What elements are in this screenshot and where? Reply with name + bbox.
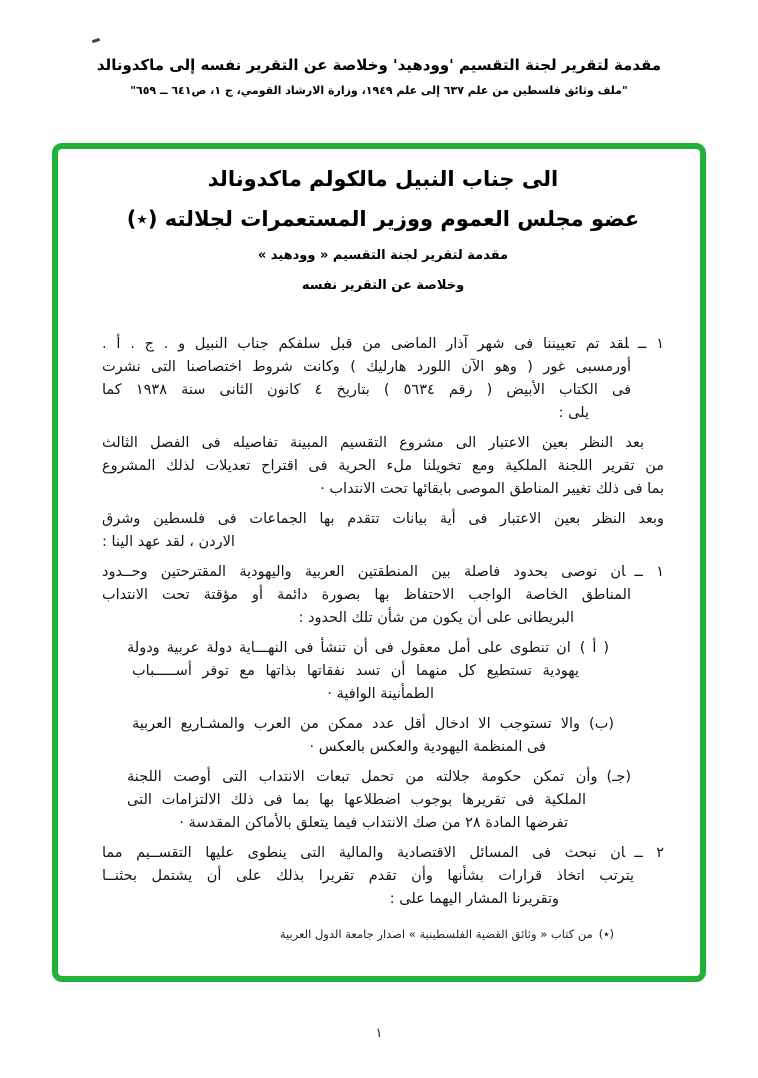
paragraph-line: الطمأنينة الوافية · — [327, 686, 434, 702]
paragraph-line — [132, 713, 614, 736]
letter-subtitle-line-2: وخلاصة عن التقرير نفسه — [301, 278, 465, 293]
paragraph-line: بما فى ذلك تغيير المناطق الموصى بابقائها تحت الانتداب · — [320, 481, 664, 497]
paragraph-line — [102, 842, 664, 865]
letter-body — [102, 333, 664, 943]
list-item-2 — [102, 842, 664, 911]
paragraph-2 — [102, 432, 664, 501]
paragraph-line: يترتب اتخاذ قرارات بشأنها وأن تقدم تقريرا بذلك على أن يشتمل بحثنــا — [102, 868, 634, 884]
page-number: ١ — [375, 1026, 383, 1041]
paragraph-line: البريطانى على أن يكون من شأن تلك الحدود : — [298, 610, 574, 626]
paragraph-line: أورمسبى غور ( وهو الآن اللورد هارليك ) وكانت شروط اختصاصنا التى نشرت — [102, 359, 631, 375]
paragraph-line — [127, 766, 631, 789]
letter-title-line-2: عضو مجلس العموم ووزير المستعمرات لجلالته (٭) — [126, 207, 640, 231]
line-text: ان نبحث فى المسائل الاقتصادية والمالية التى ينطوى عليها التقســيم مما — [102, 845, 626, 861]
line-text: وأن تمكن حكومة جلالته من تحمل تبعات الانتداب التى أوصت اللجنة — [127, 769, 598, 785]
letter-subtitle-line-1: مقدمة لتقرير لجنة التقسيم « وودهيد » — [257, 248, 509, 263]
line-text: ان نوصى بحدود فاصلة بين المنطقتين العربية واليهودية المقترحتين وحــدود — [102, 564, 626, 580]
paragraph-line: وتقريرنا المشار اليهما على : — [389, 891, 559, 907]
line-text: لقد تم تعييننا فى شهر آذار الماضى من قبل سلفكم جناب النبيل و . ج . أ . — [102, 336, 629, 352]
paragraph-line: وبعد النظر بعين الاعتبار فى أية بيانات تتقدم بها الجماعات فى فلسطين وشرق — [102, 511, 664, 527]
paragraph-1 — [102, 333, 664, 425]
list-marker: ١ ــ — [637, 336, 664, 352]
paragraph-line: بعد النظر بعين الاعتبار الى مشروع التقسيم المبينة تفاصيله فى الفصل الثالث — [102, 435, 644, 451]
green-border-frame — [52, 143, 706, 982]
line-text: والا تستوجب الا ادخال أقل عدد ممكن من العرب والمشـاريع العربية — [132, 716, 581, 732]
paragraph-line: يلى : — [558, 405, 589, 421]
paragraph-line — [127, 637, 609, 660]
scan-artifact-mark — [92, 38, 101, 43]
footnote-marker: (٭) — [598, 927, 614, 941]
footnote — [102, 925, 614, 943]
paragraph-line: الاردن ، لقد عهد الينا : — [102, 534, 235, 550]
document-header — [0, 56, 758, 97]
paragraph-line: فى الكتاب الأبيض ( رقم ٥٦٣٤ ) بتاريخ ٤ كانون الثانى سنة ١٩٣٨ كما — [102, 382, 631, 398]
list-item-b — [102, 713, 664, 759]
line-text: ان تنطوى على أمل معقول فى أن تنشأ فى النهـــاية دولة عربية ودولة — [127, 640, 571, 656]
paragraph-line: الملكية فى تقريرها بوجوب اضطلاعها بها بما فى ذلك الالتزامات التى — [127, 792, 586, 808]
paragraph-line — [102, 333, 664, 356]
header-title-line: مقدمة لتقرير لجنة التقسيم 'وودهيد' وخلاصة عن التقرير نفسه إلى ماكدونالد — [96, 56, 662, 74]
list-marker: ( أ ) — [579, 640, 609, 656]
list-item-j — [102, 766, 664, 835]
paragraph-line: فى المنظمة اليهودية والعكس بالعكس · — [309, 739, 546, 755]
paragraph-3 — [102, 508, 664, 554]
paragraph-line: تفرضها المادة ٢٨ من صك الانتداب فيما يتعلق بالأماكن المقدسة · — [179, 815, 568, 831]
letter-title-line-1: الى جناب النبيل مالكولم ماكدونالد — [207, 167, 559, 191]
list-item-1 — [102, 561, 664, 630]
list-item-a — [102, 637, 664, 706]
footnote-text: من كتاب « وثائق القضية الفلسطينية » اصدار جامعة الدول العربية — [279, 927, 593, 941]
paragraph-line: المناطق الخاصة الواجب الاحتفاظ بها بصورة دائمة أو مؤقتة تحت الانتداب — [102, 587, 631, 603]
letter-content — [58, 149, 700, 976]
paragraph-line: يهودية تستطيع كل منهما أن تسد نفقاتها بذاتها مع توفر أســـــباب — [132, 663, 579, 679]
list-marker: ٢ ــ — [634, 845, 665, 861]
list-marker: (ب) — [589, 716, 614, 732]
paragraph-line — [102, 561, 664, 584]
list-marker: ١ ــ — [634, 564, 664, 580]
letter-title-block — [102, 161, 664, 297]
list-marker: (جـ) — [606, 769, 631, 785]
header-source-line: "ملف وثائق فلسطين من علم ٦٣٧ إلى علم ١٩٤٩، وزارة الارشاد القومي، ج ١، ص٦٤١ ــ ٦٥٩" — [130, 84, 628, 97]
paragraph-line: من تقرير اللجنة الملكية ومع تخويلنا ملء الحرية فى اقتراح تعديلات لذلك المشروع — [102, 458, 664, 474]
